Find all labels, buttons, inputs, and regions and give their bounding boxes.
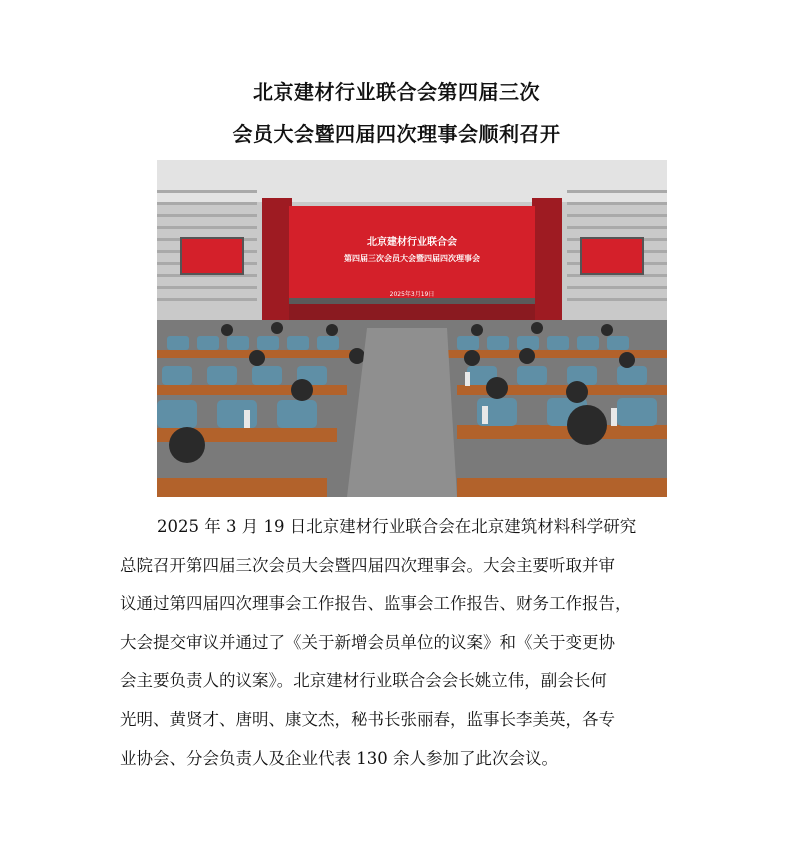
body-line: 光明、黄贤才、唐明、康文杰，秘书长张丽春，监事长李美英，各专 — [120, 709, 615, 729]
body-line: 总院召开第四届三次会员大会暨四届四次理事会。大会主要听取并审 — [120, 555, 615, 575]
article-title-line-2: 会员大会暨四届四次理事会顺利召开 — [232, 122, 561, 146]
article-title-line-1: 北京建材行业联合会第四届三次 — [253, 80, 540, 104]
screen-date: 2025年3月19日 — [389, 291, 435, 298]
body-line: 业协会、分会负责人及企业代表 130 余人参加了此次会议。 — [120, 748, 558, 768]
body-line: 大会提交审议并通过了《关于新增会员单位的议案》和《关于变更协 — [120, 632, 615, 652]
article-body — [120, 508, 685, 778]
body-line: 议通过第四届四次理事会工作报告、监事会工作报告、财务工作报告， — [120, 594, 632, 614]
body-line: 会主要负责人的议案》。北京建材行业联合会会长姚立伟，副会长何 — [120, 671, 607, 691]
screen-title-line-1: 北京建材行业联合会 — [367, 237, 457, 248]
screen-title-line-2: 第四届三次会员大会暨四届四次理事会 — [344, 254, 480, 263]
meeting-photo — [157, 160, 667, 497]
body-line: 2025 年 3 月 19 日北京建材行业联合会在北京建筑材料科学研究 — [157, 517, 637, 536]
